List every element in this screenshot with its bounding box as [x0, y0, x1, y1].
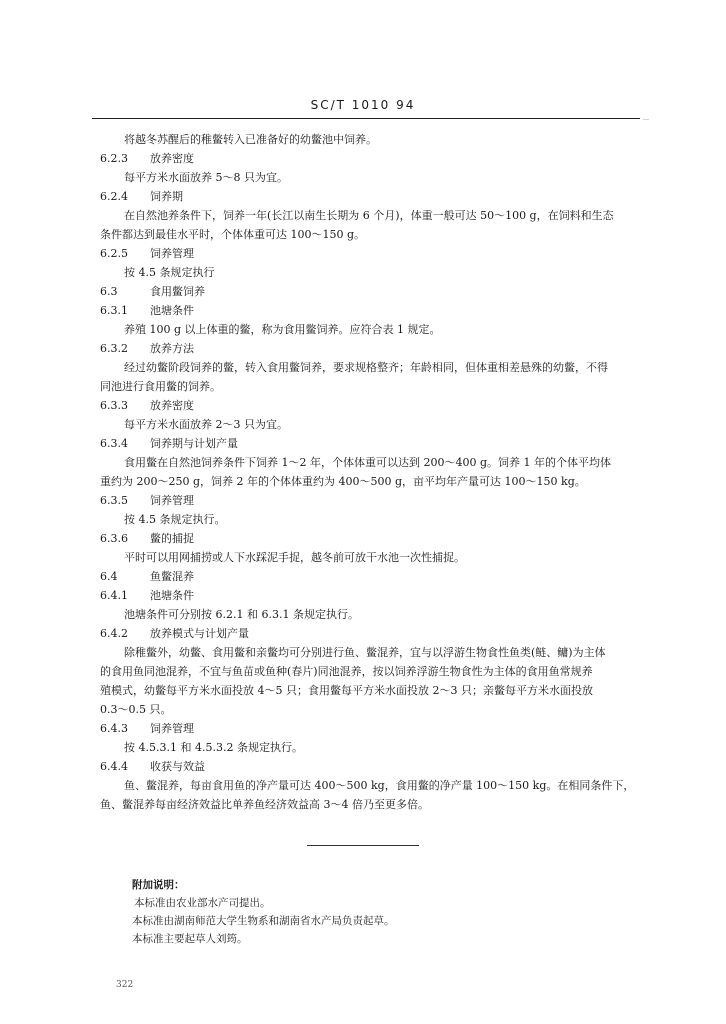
section-number: 6.3.3 [100, 399, 128, 412]
section-heading [100, 624, 660, 643]
section-number: 6.3.5 [100, 494, 128, 507]
body-paragraph: 每平方米水面放养 5～8 只为宜。 [124, 171, 288, 184]
section-title: 放养模式与计划产量 [150, 627, 249, 640]
body-paragraph: 在自然池养条件下，饲养一年(长江以南生长期为 6 个月)，体重一般可达 50～100 g，在饲料和生态 [124, 209, 614, 222]
notes-line: 本标准主要起草人刘筠。 [132, 933, 248, 945]
section-heading [100, 187, 660, 206]
section-title: 收获与效益 [150, 760, 205, 773]
body-paragraph: 按 4.5 条规定执行 [124, 266, 215, 279]
section-heading [100, 434, 660, 453]
additional-notes [132, 876, 632, 948]
section-divider [307, 845, 419, 846]
body-paragraph: 除稚鳖外，幼鳖、食用鳖和亲鳖均可分别进行鱼、鳖混养，宜与以浮游生物食性鱼类(鲢、鳙)为主体 [124, 646, 606, 659]
body-text [100, 130, 660, 814]
body-paragraph: 经过幼鳖阶段饲养的鳖，转入食用鳖饲养，要求规格整齐；年龄相同，但体重相差悬殊的幼鳖，不得 [124, 361, 608, 374]
section-number: 6.2.4 [100, 190, 128, 203]
body-paragraph: 每平方米水面放养 2～3 只为宜。 [124, 418, 288, 431]
body-paragraph: 食用鳖在自然池饲养条件下饲养 1～2 年，个体体重可以达到 200～400 g。饲养 1 年的个体平均体 [124, 456, 612, 469]
section-heading [100, 396, 660, 415]
section-title: 饲养管理 [150, 494, 194, 507]
section-heading [100, 529, 660, 548]
section-heading [100, 339, 660, 358]
section-title: 食用鳖饲养 [150, 285, 205, 298]
section-number: 6.3.6 [100, 532, 128, 545]
section-title: 放养密度 [150, 399, 194, 412]
section-title: 饲养管理 [150, 247, 194, 260]
section-title: 放养密度 [150, 152, 194, 165]
notes-line: 本标准由农业部水产司提出。 [134, 897, 271, 909]
section-heading [100, 757, 660, 776]
section-title: 鳖的捕捉 [150, 532, 194, 545]
section-number: 6.3.4 [100, 437, 128, 450]
section-title: 池塘条件 [150, 304, 194, 317]
body-paragraph: 将越冬苏醒后的稚鳖转入已准备好的幼鳖池中饲养。 [124, 133, 377, 146]
section-heading [100, 282, 660, 301]
body-paragraph: 的食用鱼同池混养，不宜与鱼苗或鱼种(春片)同池混养，按以饲养浮游生物食性为主体的食用鱼常规养 [100, 665, 593, 678]
section-title: 鱼鳖混养 [150, 570, 194, 583]
body-paragraph: 养殖 100 g 以上体重的鳖，称为食用鳖饲养。应符合表 1 规定。 [124, 323, 441, 336]
body-paragraph: 条件都达到最佳水平时，个体体重可达 100～150 g。 [100, 228, 366, 241]
section-number: 6.3 [100, 285, 118, 298]
standard-id-header: SC/T 1010 94 [310, 98, 416, 112]
body-paragraph: 鱼、鳖混养每亩经济效益比单养鱼经济效益高 3～4 倍乃至更多倍。 [100, 798, 429, 811]
section-number: 6.2.3 [100, 152, 128, 165]
section-heading [100, 719, 660, 738]
section-title: 饲养期 [150, 190, 183, 203]
header-rule [92, 118, 640, 119]
section-number: 6.4.2 [100, 627, 128, 640]
section-number: 6.4.4 [100, 760, 128, 773]
section-number: 6.4.1 [100, 589, 128, 602]
section-heading [100, 149, 660, 168]
section-number: 6.4.3 [100, 722, 128, 735]
body-paragraph: 按 4.5 条规定执行。 [124, 513, 226, 526]
section-number: 6.3.1 [100, 304, 128, 317]
section-title: 放养方法 [150, 342, 194, 355]
body-paragraph: 平时可以用网捕捞或人下水踩泥手捉，越冬前可放干水池一次性捕捉。 [124, 551, 465, 564]
section-number: 6.3.2 [100, 342, 128, 355]
body-paragraph: 鱼、鳖混养，每亩食用鱼的净产量可达 400～500 kg，食用鳖的净产量 100～150 kg。在相同条件下， [124, 779, 635, 792]
page-number: 322 [116, 980, 134, 990]
section-title: 池塘条件 [150, 589, 194, 602]
body-paragraph: 0.3～0.5 只。 [100, 703, 172, 716]
section-title: 饲养期与计划产量 [150, 437, 238, 450]
body-paragraph: 重约为 200～250 g，饲养 2 年的个体体重约为 400～500 g，亩平均年产量可达 100～150 kg。 [100, 475, 586, 488]
body-paragraph: 池塘条件可分别按 6.2.1 和 6.3.1 条规定执行。 [124, 608, 359, 621]
section-number: 6.2.5 [100, 247, 128, 260]
body-paragraph: 同池进行食用鳖的饲养。 [100, 380, 221, 393]
section-heading [100, 586, 660, 605]
corner-mark: … [643, 115, 649, 122]
section-heading [100, 244, 660, 263]
notes-title: 附加说明： [132, 879, 185, 891]
section-number: 6.4 [100, 570, 118, 583]
section-heading [100, 301, 660, 320]
section-heading [100, 567, 660, 586]
body-paragraph: 殖模式，幼鳖每平方米水面投放 4～5 只；食用鳖每平方米水面投放 2～3 只；亲鳖每平方米水面投放 [100, 684, 593, 697]
body-paragraph: 按 4.5.3.1 和 4.5.3.2 条规定执行。 [124, 741, 303, 754]
notes-line: 本标准由湖南师范大学生物系和湖南省水产局负责起草。 [132, 915, 395, 927]
section-heading [100, 491, 660, 510]
section-title: 饲养管理 [150, 722, 194, 735]
